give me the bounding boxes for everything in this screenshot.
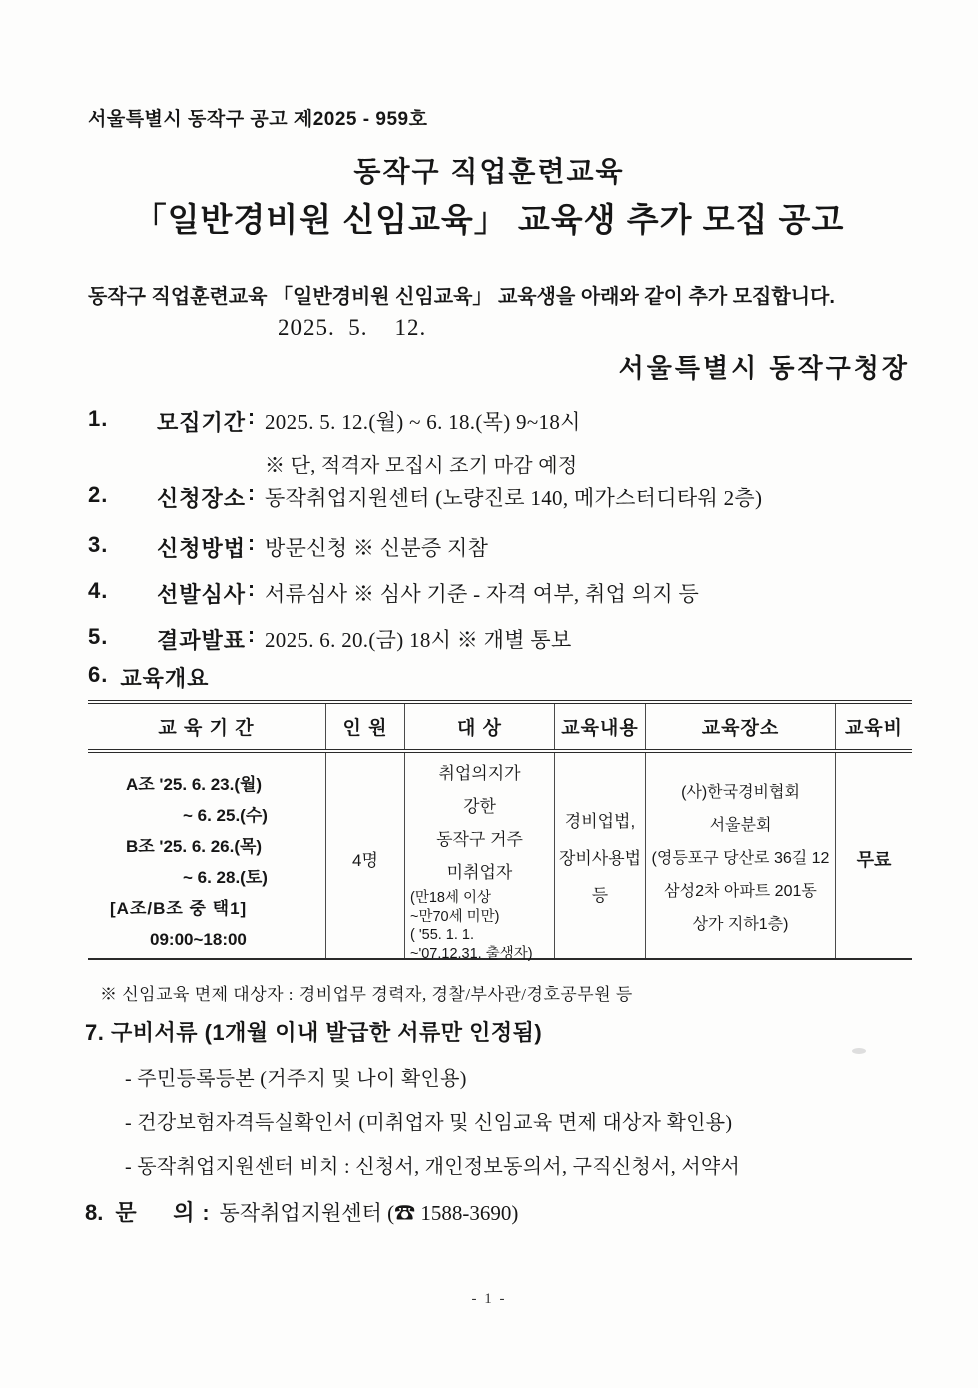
- item-label: 6. 교육개요: [88, 662, 210, 691]
- scan-smudge: [852, 1048, 866, 1054]
- section8-inquiry: 8. 문 의 : 동작취업지원센터 (☎ 1588-3690): [85, 1196, 518, 1227]
- doc-number: 서울특별시 동작구 공고 제2025 - 959호: [88, 109, 428, 130]
- header-period: 교 육 기 간: [88, 704, 326, 749]
- item-selection: 4. 선발심사 : 서류심사 ※ 심사 기준 - 자격 여부, 취업 의지 등: [88, 578, 700, 607]
- item-text: 방문신청 ※ 신분증 지참: [265, 536, 489, 560]
- item-text: 2025. 6. 20.(금) 18시 ※ 개별 통보: [265, 628, 572, 652]
- item-recruit-period: 1. 모집기간 : 2025. 5. 12.(월) ~ 6. 18.(목) 9~18시 ※ 단, 적격자 모집시 조기 마감 예정: [88, 406, 581, 477]
- required-doc-item: - 건강보험자격득실확인서 (미취업자 및 신임교육 면제 대상자 확인용): [125, 1112, 733, 1134]
- item-note: ※ 단, 적격자 모집시 조기 마감 예정: [265, 455, 578, 477]
- item-label: 3. 신청방법: [88, 532, 246, 561]
- header-target: 대 상: [405, 704, 555, 749]
- section7-title: 7. 구비서류 (1개월 이내 발급한 서류만 인정됨): [85, 1020, 543, 1045]
- cell-location: (사)한국경비협회 서울분회 (영등포구 당산로 36길 12 삼성2차 아파트 201동 상가 지하1층): [646, 753, 836, 958]
- header-fee: 교육비: [844, 718, 904, 739]
- item-text: 서류심사 ※ 심사 기준 - 자격 여부, 취업 의지 등: [265, 582, 700, 606]
- item-text: 동작취업지원센터 (노량진로 140, 메가스터디타워 2층): [265, 486, 763, 510]
- item-course-overview: [88, 662, 209, 693]
- announcement-date: 2025. 5. 12.: [277, 315, 427, 340]
- cell-fee: 무료: [856, 849, 892, 870]
- page-title: 「일반경비원 신임교육」 교육생 추가 모집 공고: [133, 201, 845, 238]
- course-table: [88, 700, 912, 960]
- cell-period: A조 '25. 6. 23.(월) ~ 6. 25.(수) B조 '25. 6. 26.(목) ~ 6. 28.(토) [A조/B조 중 택1] 09:00~18:00: [88, 753, 326, 958]
- item-label: 8. 문 의: [85, 1200, 195, 1225]
- item-result-announce: 5. 결과발표 : 2025. 6. 20.(금) 18시 ※ 개별 통보: [88, 624, 572, 653]
- cell-count: 4명: [326, 753, 405, 958]
- table-footnote: ※ 신임교육 면제 대상자 : 경비업무 경력자, 경찰/부사관/경호공무원 등: [100, 985, 633, 1004]
- inquiry-text: 동작취업지원센터 (☎ 1588-3690): [219, 1201, 519, 1225]
- item-text: 2025. 5. 12.(월) ~ 6. 18.(목) 9~18시 ※ 단, 적격자 모집시 조기 마감 예정: [265, 410, 581, 477]
- cell-content: 경비업법, 장비사용법 등: [555, 753, 646, 958]
- item-apply-place: 2. 신청장소 : 동작취업지원센터 (노량진로 140, 메가스터디타워 2층): [88, 482, 763, 511]
- item-label: 5. 결과발표: [88, 624, 246, 653]
- title-line-1: 동작구 직업훈련교육: [353, 156, 625, 187]
- item-label: 2. 신청장소: [88, 482, 246, 511]
- item-label: 1. 모집기간: [88, 406, 246, 435]
- item-apply-method: 3. 신청방법 : 방문신청 ※ 신분증 지참: [88, 532, 489, 561]
- intro-paragraph: 동작구 직업훈련교육 「일반경비원 신임교육」 교육생을 아래와 같이 추가 모집합니다.: [88, 286, 835, 308]
- table-header-row: [88, 704, 912, 753]
- table-body-row: [88, 753, 912, 962]
- required-doc-item: - 동작취업지원센터 비치 : 신청서, 개인정보동의서, 구직신청서, 서약서: [125, 1156, 741, 1178]
- header-location: 교육장소: [646, 704, 836, 749]
- header-content: 교육내용: [555, 704, 646, 749]
- header-count: 인 원: [326, 704, 405, 749]
- page-number: - 1 -: [471, 1291, 507, 1307]
- item-label: 4. 선발심사: [88, 578, 246, 607]
- signer: 서울특별시 동작구청장: [618, 353, 910, 383]
- cell-target: 취업의지가 강한 동작구 거주 미취업자 (만18세 이상 ~만70세 미만) ( '55. 1. 1. ~'07.12.31. 출생자): [405, 753, 555, 958]
- required-doc-item: - 주민등록등본 (거주지 및 나이 확인용): [125, 1068, 467, 1090]
